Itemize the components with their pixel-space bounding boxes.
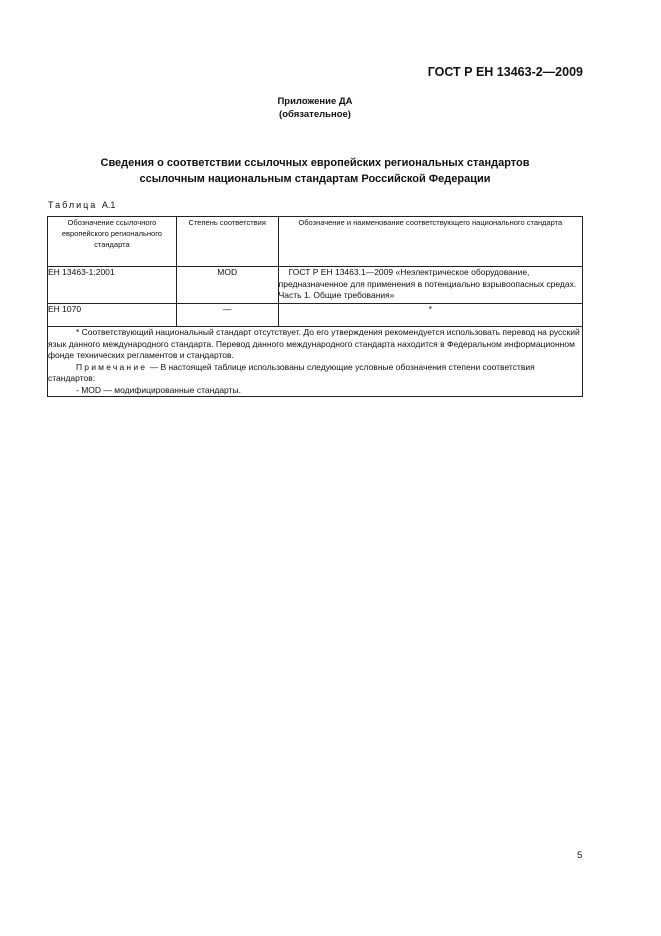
- annex-status: (обязательное): [279, 109, 351, 120]
- header-degree: Степень соответствия: [176, 217, 278, 267]
- heading-line-1: Сведения о соответствии ссылочных европейских региональных стандартов: [100, 157, 530, 169]
- header-national-standard: Обозначение и наименование соответствующего национального стандарта: [278, 217, 582, 267]
- cell-degree: —: [176, 304, 278, 327]
- table-header-row: [48, 217, 583, 267]
- note-label: Примечание: [76, 361, 148, 372]
- note-text: — В настоящей таблице использованы следующие условные обозначения степени соответствия стандартов:: [48, 361, 535, 383]
- table-row: [48, 267, 583, 304]
- cell-national: *: [278, 304, 582, 327]
- table-caption-word: Таблица: [48, 200, 98, 210]
- document-code: ГОСТ Р ЕН 13463-2—2009: [427, 65, 583, 79]
- correspondence-table: [47, 216, 583, 397]
- table-notes: [48, 327, 583, 397]
- annex-title: Приложение ДА: [277, 96, 353, 107]
- table-notes-row: [48, 327, 583, 397]
- annex-heading: [0, 95, 630, 121]
- section-heading: [0, 155, 630, 187]
- table-caption-number: А.1: [101, 200, 116, 210]
- heading-line-2: ссылочным национальным стандартам Российской Федерации: [139, 173, 491, 185]
- table-caption: [48, 200, 115, 210]
- header-reference-standard: Обозначение ссылочного европейского регионального стандарта: [48, 217, 177, 267]
- page-number: 5: [577, 850, 583, 861]
- cell-reference: ЕН 1070: [48, 304, 177, 327]
- table-row: [48, 304, 583, 327]
- cell-reference: ЕН 13463-1:2001: [48, 267, 177, 304]
- cell-degree: MOD: [176, 267, 278, 304]
- note: [48, 362, 582, 385]
- note-legend: - MOD — модифицированные стандарты.: [76, 384, 241, 395]
- footnote: * Соответствующий национальный стандарт отсутствует. До его утверждения рекомендуется использовать перевод на русский язык данного международного стандарта. Перевод данного международного стандарта находится в Федеральном информационном фонде технических регламентов и стандартов.: [48, 327, 580, 360]
- cell-national: ГОСТ Р ЕН 13463.1—2009 «Неэлектрическое оборудование, предназначенное для применения в потенциально взрывоопасных средах. Часть 1. Общие требования»: [278, 267, 582, 304]
